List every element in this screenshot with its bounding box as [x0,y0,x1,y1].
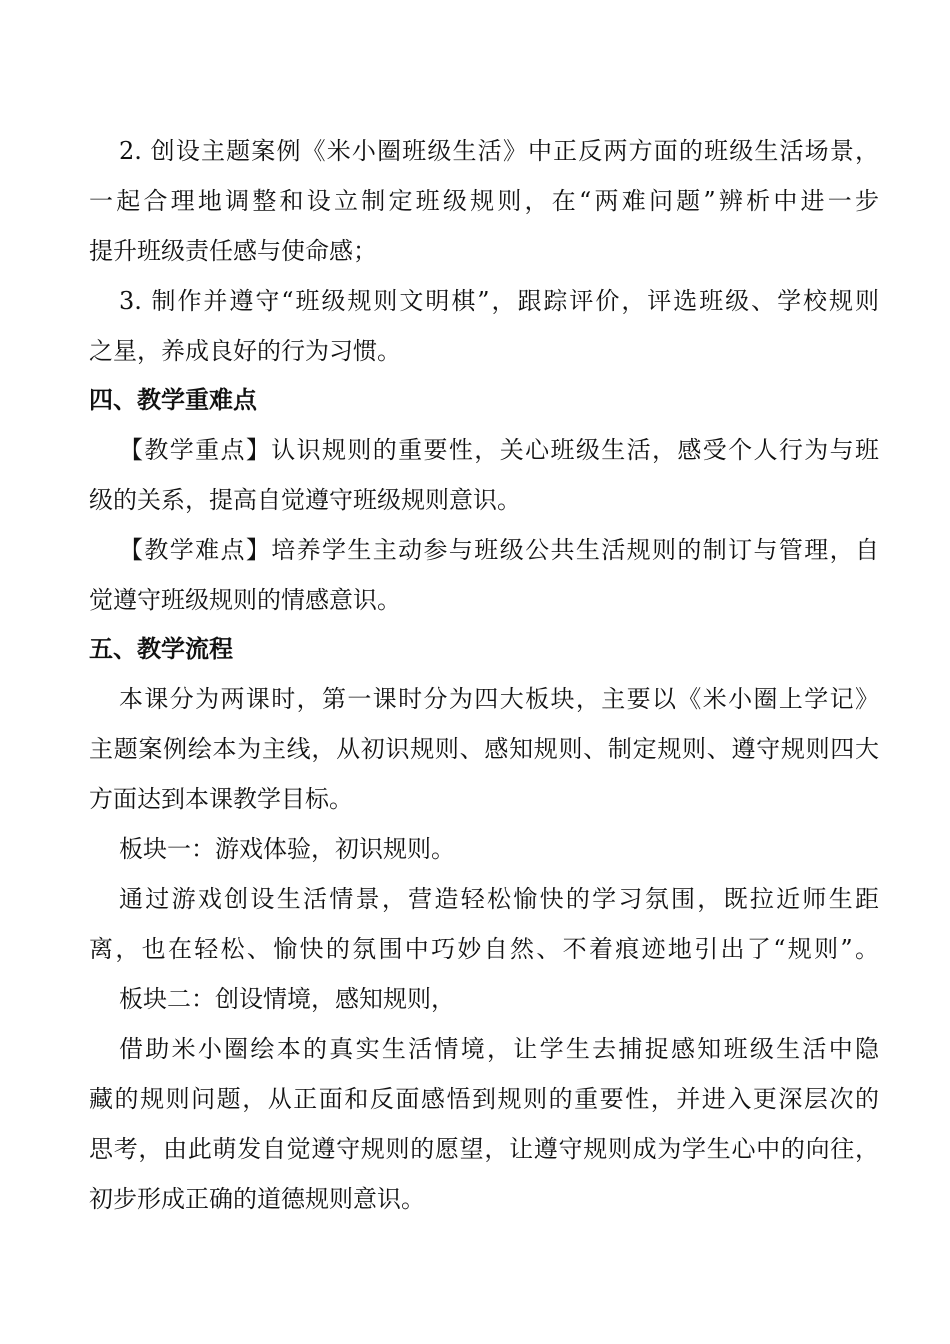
paragraph-goal-2-line-1: 2. 创设主题案例《米小圈班级生活》中正反两方面的班级生活场景， [119,137,879,165]
paragraph-block-one-desc-line-1: 通过游戏创设生活情景，营造轻松愉快的学习氛围，既拉近师生距 [119,885,879,913]
paragraph-block-two-desc-line-3: 思考，由此萌发自觉遵守规则的愿望，让遵守规则成为学生心中的向往， [89,1135,879,1163]
paragraph-difficulty-line-1: 【教学难点】培养学生主动参与班级公共生活规则的制订与管理，自 [119,536,879,564]
paragraph-goal-3-line-2: 之星，养成良好的行为习惯。 [89,337,401,365]
paragraph-block-two-desc-line-2: 藏的规则问题，从正面和反面感悟到规则的重要性，并进入更深层次的 [89,1085,879,1113]
paragraph-goal-3-line-1: 3. 制作并遵守“班级规则文明棋”，跟踪评价，评选班级、学校规则 [119,287,879,315]
paragraph-block-two-desc-line-4: 初步形成正确的道德规则意识。 [89,1185,425,1213]
section-heading-key-points: 四、教学重难点 [89,386,257,414]
paragraph-block-two: 板块二：创设情境，感知规则， [119,985,455,1013]
paragraph-key-point-line-1: 【教学重点】认识规则的重要性，关心班级生活，感受个人行为与班 [119,436,879,464]
paragraph-block-two-desc-line-1: 借助米小圈绘本的真实生活情境，让学生去捕捉感知班级生活中隐 [119,1035,879,1063]
paragraph-overview-line-2: 主题案例绘本为主线，从初识规则、感知规则、制定规则、遵守规则四大 [89,735,879,763]
paragraph-block-one-desc-line-2: 离，也在轻松、愉快的氛围中巧妙自然、不着痕迹地引出了“规则”。 [89,935,879,963]
section-heading-process: 五、教学流程 [89,635,233,663]
paragraph-overview-line-1: 本课分为两课时，第一课时分为四大板块，主要以《米小圈上学记》 [119,685,879,713]
paragraph-block-one: 板块一：游戏体验，初识规则。 [119,835,455,863]
paragraph-overview-line-3: 方面达到本课教学目标。 [89,785,353,813]
paragraph-difficulty-line-2: 觉遵守班级规则的情感意识。 [89,586,401,614]
paragraph-goal-2-line-3: 提升班级责任感与使命感； [89,237,377,265]
paragraph-goal-2-line-2: 一起合理地调整和设立制定班级规则，在“两难问题”辨析中进一步 [89,187,879,215]
paragraph-key-point-line-2: 级的关系，提高自觉遵守班级规则意识。 [89,486,521,514]
